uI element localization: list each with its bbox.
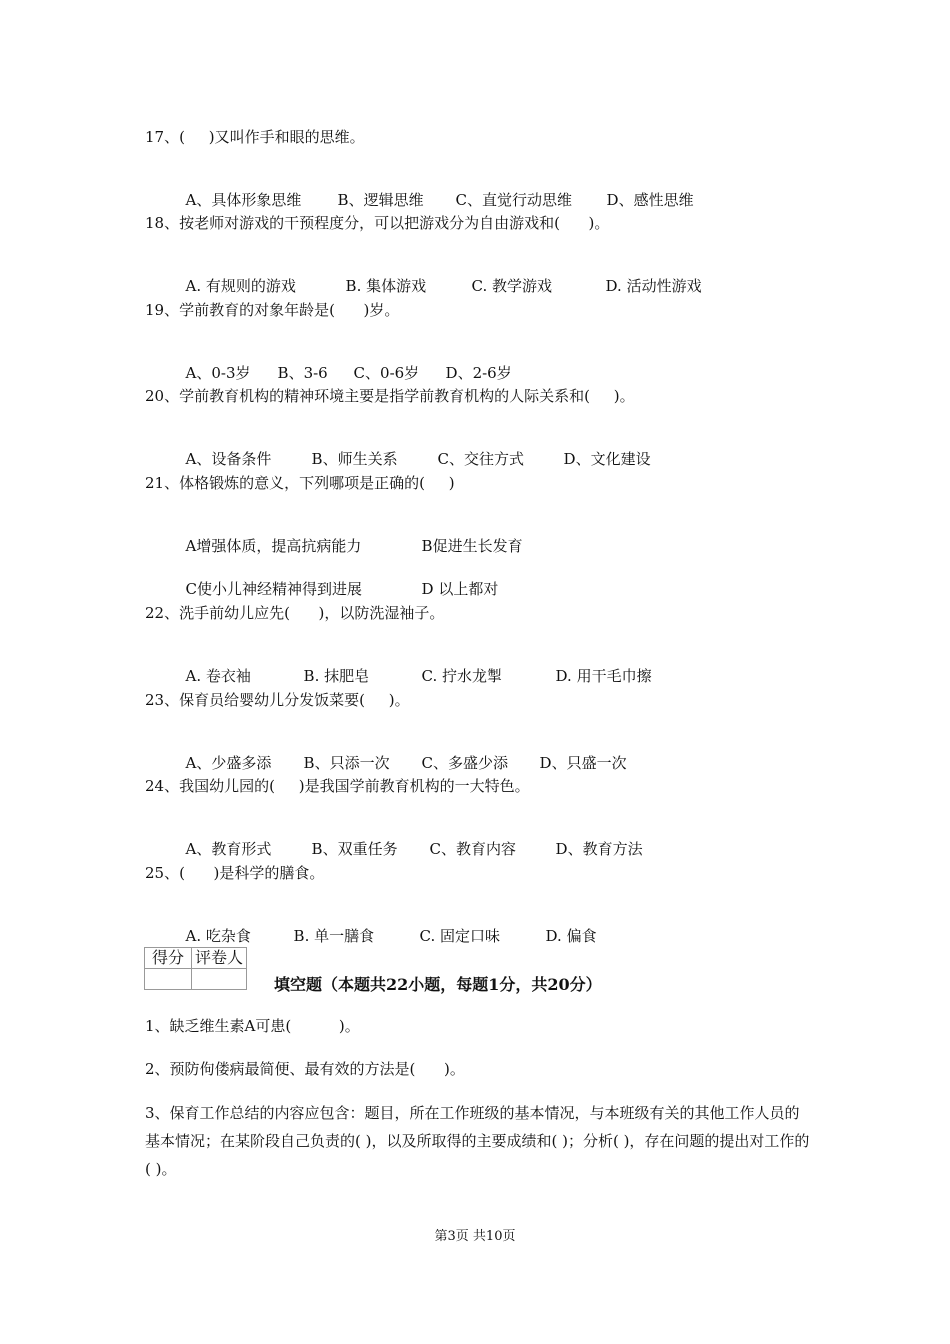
option: A. 吃杂食 (185, 927, 251, 945)
option: C、教育内容 (429, 840, 517, 858)
option: D、2-6岁 (445, 364, 512, 382)
option: C. 拧水龙掣 (421, 667, 503, 685)
option: D 以上都对 (421, 580, 499, 598)
option: B、逻辑思维 (337, 191, 424, 209)
option: B. 集体游戏 (345, 277, 427, 295)
question-stem: 22、洗手前幼儿应先( )，以防洗湿袖子。 (145, 604, 445, 622)
option: D、感性思维 (606, 191, 694, 209)
question-options (176, 170, 694, 210)
option: C、交往方式 (437, 450, 525, 468)
option: A、0-3岁 (185, 364, 251, 382)
option: B. 单一膳食 (293, 927, 375, 945)
question-stem: 20、学前教育机构的精神环境主要是指学前教育机构的人际关系和( )。 (145, 387, 635, 405)
option: B. 抹肥皂 (303, 667, 370, 685)
score-cell (145, 969, 192, 990)
grader-label: 评卷人 (192, 948, 247, 969)
question-options (176, 256, 702, 296)
option: B、只添一次 (303, 754, 390, 772)
question-options (176, 646, 652, 686)
question-stem: 19、学前教育的对象年龄是( )岁。 (145, 301, 400, 319)
option: D. 偏食 (545, 927, 597, 945)
question-options (176, 906, 597, 946)
page-number: 第3页 共10页 (434, 1229, 516, 1244)
option: C、直觉行动思维 (455, 191, 573, 209)
option: A、少盛多添 (185, 754, 272, 772)
question-options (176, 429, 651, 469)
option: C、0-6岁 (353, 364, 420, 382)
option: C使小儿神经精神得到进展 (185, 580, 363, 598)
option: B、双重任务 (311, 840, 398, 858)
option: C. 教学游戏 (471, 277, 553, 295)
question-options (176, 343, 512, 383)
question-options (176, 516, 523, 556)
option: A、设备条件 (185, 450, 272, 468)
option: D、文化建设 (563, 450, 651, 468)
option: A、具体形象思维 (185, 191, 302, 209)
fill-blank-item: 1、缺乏维生素A可患( )。 (145, 1017, 360, 1035)
option: D、只盛一次 (539, 754, 627, 772)
question-stem: 21、体格锻炼的意义，下列哪项是正确的( ) (145, 474, 455, 492)
option: C、多盛少添 (421, 754, 509, 772)
question-options (176, 559, 498, 599)
option: B、3-6 (277, 364, 328, 382)
option: A. 卷衣袖 (185, 667, 251, 685)
option: D. 用干毛巾擦 (555, 667, 652, 685)
question-stem: 17、( )又叫作手和眼的思维。 (145, 128, 365, 146)
question-options (176, 819, 643, 859)
fill-blank-item: 2、预防佝偻病最简便、最有效的方法是( )。 (145, 1060, 465, 1078)
score-box (144, 947, 247, 990)
option: A. 有规则的游戏 (185, 277, 296, 295)
option: D、教育方法 (555, 840, 643, 858)
option: A、教育形式 (185, 840, 272, 858)
question-options (176, 733, 627, 773)
grader-cell (192, 969, 247, 990)
option: B促进生长发育 (421, 537, 523, 555)
question-stem: 23、保育员给婴幼儿分发饭菜要( )。 (145, 691, 410, 709)
option: C. 固定口味 (419, 927, 501, 945)
fill-blank-item: 3、保育工作总结的内容应包含：题目，所在工作班级的基本情况，与本班级有关的其他工作人员的基本情况；在某阶段自己负责的( )，以及所取得的主要成绩和( )；分析( )，存在问题的提出对工作的( )。 (145, 1104, 810, 1178)
question-stem: 18、按老师对游戏的干预程度分，可以把游戏分为自由游戏和( )。 (145, 214, 610, 232)
question-stem: 25、( )是科学的膳食。 (145, 864, 325, 882)
section-title: 填空题（本题共22小题，每题1分，共20分） (274, 975, 602, 994)
option: B、师生关系 (311, 450, 398, 468)
option: A增强体质，提高抗病能力 (185, 537, 362, 555)
question-stem: 24、我国幼儿园的( )是我国学前教育机构的一大特色。 (145, 777, 530, 795)
score-label: 得分 (145, 948, 192, 969)
option: D. 活动性游戏 (605, 277, 702, 295)
